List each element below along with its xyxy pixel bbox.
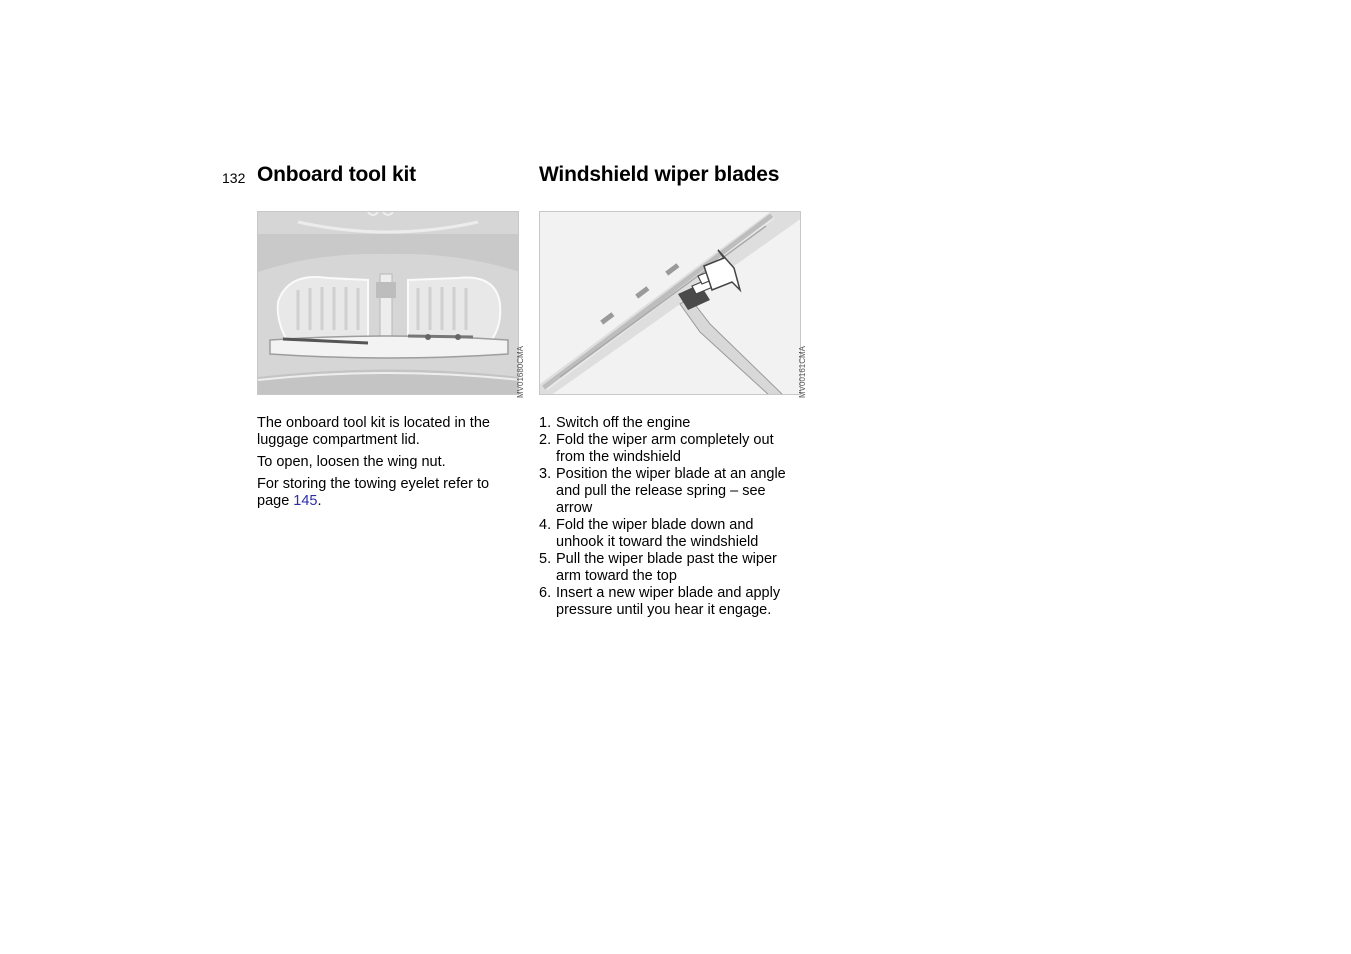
step-number: 3.: [539, 466, 552, 482]
step-text: Switch off the engine: [556, 415, 691, 431]
list-item: [539, 415, 801, 432]
list-item: [539, 517, 801, 551]
wiper-steps-list: [539, 415, 801, 619]
wiper-blade-drawing: [540, 212, 801, 395]
list-item: [539, 466, 801, 517]
list-item: [539, 551, 801, 585]
step-text: Position the wiper blade at an angle and pull the release spring – see arrow: [556, 466, 786, 516]
step-text: Pull the wiper blade past the wiper arm toward the top: [556, 551, 777, 584]
paragraph: The onboard tool kit is located in the luggage compartment lid.: [257, 415, 490, 448]
figure-code-right: MV00161CMA: [798, 345, 807, 398]
section-title-tool-kit: Onboard tool kit: [257, 163, 416, 186]
storing-text-end: .: [317, 493, 322, 509]
step-number: 4.: [539, 517, 552, 533]
step-number: 6.: [539, 585, 552, 601]
page-number: 132: [222, 170, 246, 186]
storing-text: For storing the towing eyelet refer to page: [257, 476, 490, 509]
list-item: [539, 585, 801, 619]
step-text: Fold the wiper arm completely out from the windshield: [556, 432, 774, 465]
section-title-wiper-blades: Windshield wiper blades: [539, 163, 780, 186]
step-number: 1.: [539, 415, 552, 431]
list-item: [539, 432, 801, 466]
figure-code-left: MV01680CMA: [516, 345, 525, 398]
tool-kit-drawing: [258, 212, 519, 395]
tool-kit-text: [257, 415, 519, 515]
step-number: 5.: [539, 551, 552, 567]
step-text: Fold the wiper blade down and unhook it toward the windshield: [556, 517, 759, 550]
paragraph: To open, loosen the wing nut.: [257, 454, 446, 470]
wiper-blade-illustration: [539, 211, 801, 395]
tool-kit-illustration: [257, 211, 519, 395]
step-text: Insert a new wiper blade and apply pressure until you hear it engage.: [556, 585, 781, 618]
storing-paragraph: [257, 476, 519, 510]
page-reference-link[interactable]: 145: [293, 493, 318, 509]
step-number: 2.: [539, 432, 552, 448]
